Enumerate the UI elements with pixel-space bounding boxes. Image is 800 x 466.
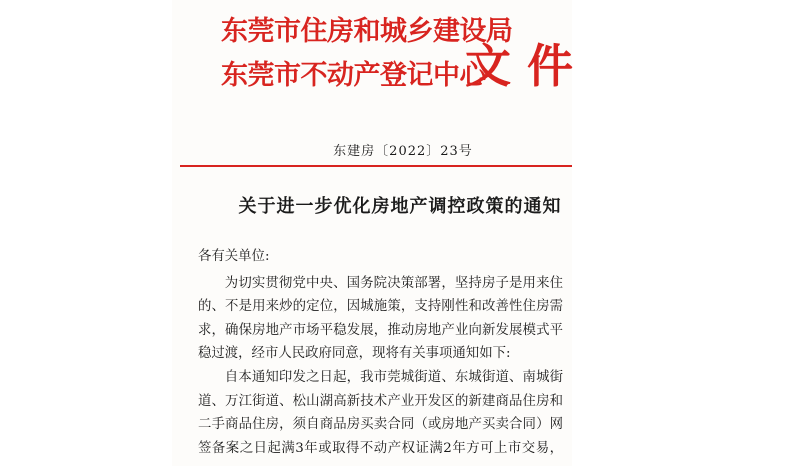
issuer-name-housing-bureau: 东莞市住房和城乡建设局 <box>221 16 513 47</box>
document-type-label: 文件 <box>465 39 589 93</box>
paragraph-line: 道、万江街道、松山湖高新技术产业开发区的新建商品住房和 <box>198 393 563 409</box>
paragraph-line: 签备案之日起满3年或取得不动产权证满2年方可上市交易， <box>198 440 563 456</box>
document-body <box>198 245 563 460</box>
paragraph-line: 自本通知印发之日起，我市莞城街道、东城街道、南城街 <box>224 369 563 385</box>
red-divider-line <box>180 165 572 167</box>
document-number: 东建房〔2022〕23号 <box>333 144 473 159</box>
paragraph-1 <box>198 272 563 366</box>
paragraph-line: 二手商品住房，须自商品房买卖合同（或房地产买卖合同）网 <box>198 417 563 433</box>
paragraph-line: 的、不是用来炒的定位，因城施策，支持刚性和改善性住房需 <box>198 299 563 315</box>
issuer-name-registration-center: 东莞市不动产登记中心 <box>221 60 486 91</box>
paragraph-2 <box>198 366 563 460</box>
paragraph-line: 求，确保房地产市场平稳发展，推动房地产业向新发展模式平 <box>198 322 563 338</box>
salutation: 各有关单位: <box>198 249 270 264</box>
paragraph-line: 稳过渡，经市人民政府同意，现将有关事项通知如下: <box>198 346 511 362</box>
document-title: 关于进一步优化房地产调控政策的通知 <box>238 196 562 217</box>
paragraph-line: 为切实贯彻党中央、国务院决策部署，坚持房子是用来住 <box>224 275 563 291</box>
